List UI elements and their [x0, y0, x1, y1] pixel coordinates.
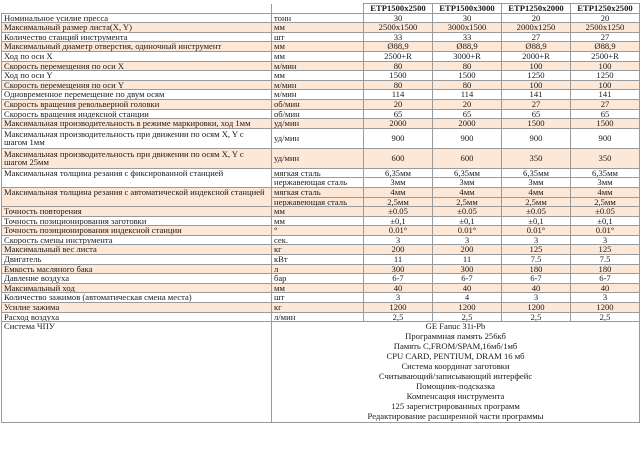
row-material: мягкая сталь — [272, 168, 364, 178]
row-value: 125 — [502, 245, 571, 255]
row-name: Скорость вращения индексной станции — [2, 109, 272, 119]
row-value: 2000 — [433, 119, 502, 129]
row-value: ±0,1 — [433, 216, 502, 226]
row-name: Максимальный ход — [2, 283, 272, 293]
row-value: 3000+R — [433, 51, 502, 61]
row-value: 2000x1250 — [502, 23, 571, 33]
row-value: 100 — [502, 80, 571, 90]
row-value: 3 — [433, 235, 502, 245]
row-value: 6,35мм — [502, 168, 571, 178]
row-value: 40 — [571, 283, 640, 293]
row-value: 40 — [502, 283, 571, 293]
row-name: Давление воздуха — [2, 274, 272, 284]
row-value: ±0,1 — [502, 216, 571, 226]
table-row — [2, 119, 640, 129]
table-row — [2, 216, 640, 226]
row-value: 3мм — [571, 178, 640, 188]
row-name: Двигатель — [2, 255, 272, 265]
row-value: 65 — [433, 109, 502, 119]
row-name: Количество станций инструмента — [2, 32, 272, 42]
row-unit: мм — [272, 51, 364, 61]
table-row — [2, 283, 640, 293]
row-value: 20 — [502, 13, 571, 23]
row-value: 80 — [433, 80, 502, 90]
table-row — [2, 187, 640, 197]
row-value: 27 — [502, 32, 571, 42]
row-value: 2,5мм — [571, 197, 640, 207]
row-value: 180 — [502, 264, 571, 274]
row-name: Максимальная производительность при движении по осям X, Y с шагом 25мм — [2, 148, 272, 168]
row-value: 1200 — [502, 303, 571, 313]
row-unit: м/мин — [272, 80, 364, 90]
row-value: 600 — [433, 148, 502, 168]
column-header: ETP1250x2500 — [571, 4, 640, 14]
row-name: Точность позиционирования заготовки — [2, 216, 272, 226]
row-value: 2,5 — [502, 312, 571, 322]
row-value: 6,35мм — [433, 168, 502, 178]
table-row — [2, 99, 640, 109]
row-value: 3 — [364, 293, 433, 303]
row-value: 65 — [502, 109, 571, 119]
table-row — [2, 245, 640, 255]
row-unit: уд/мин — [272, 128, 364, 148]
row-value: 900 — [364, 128, 433, 148]
row-value: 4мм — [433, 187, 502, 197]
cnc-feature-line: 125 зарегистрированных программ — [391, 401, 520, 412]
table-row — [2, 312, 640, 322]
row-name: Точность повторения — [2, 207, 272, 217]
row-name: Максимальный вес листа — [2, 245, 272, 255]
row-name: Скорость перемещения по оси Y — [2, 80, 272, 90]
header-row — [2, 4, 640, 14]
row-value: 27 — [502, 99, 571, 109]
row-value: 3 — [502, 293, 571, 303]
row-value: 40 — [364, 283, 433, 293]
row-value: 80 — [364, 80, 433, 90]
row-value: 141 — [571, 90, 640, 100]
row-name: Количество зажимов (автоматическая смена места) — [2, 293, 272, 303]
row-value: 180 — [571, 264, 640, 274]
row-value: 1250 — [502, 71, 571, 81]
row-material: нержавеющая сталь — [272, 197, 364, 207]
cnc-feature-line: Программная память 256кб — [405, 331, 506, 342]
row-value: 100 — [571, 80, 640, 90]
row-value: 7.5 — [571, 255, 640, 265]
row-unit: кг — [272, 303, 364, 313]
cnc-feature-line: Память C,FROM/SPAM,16мб/1мб — [393, 341, 518, 352]
row-name: Максимальный диаметр отверстия, одиночный инструмент — [2, 42, 272, 52]
table-row — [2, 264, 640, 274]
row-name: Расход воздуха — [2, 312, 272, 322]
row-name: Емкость масляного бака — [2, 264, 272, 274]
cnc-feature-line: CPU CARD, PENTIUM, DRAM 16 мб — [386, 351, 525, 362]
row-unit: шт — [272, 293, 364, 303]
row-value: 0.01° — [502, 226, 571, 236]
row-value: 3000x1500 — [433, 23, 502, 33]
column-header: ETP1500x2500 — [364, 4, 433, 14]
row-value: 2,5 — [433, 312, 502, 322]
row-value: 6-7 — [571, 274, 640, 284]
row-value: 2500+R — [571, 51, 640, 61]
row-value: ±0,1 — [571, 216, 640, 226]
row-value: 11 — [433, 255, 502, 265]
cnc-label: Система ЧПУ — [2, 322, 272, 423]
row-value: 1200 — [433, 303, 502, 313]
row-material: нержавеющая сталь — [272, 178, 364, 188]
row-value: 3мм — [502, 178, 571, 188]
row-value: 114 — [364, 90, 433, 100]
row-value: ±0.05 — [364, 207, 433, 217]
row-value: 2,5мм — [502, 197, 571, 207]
row-unit: сек. — [272, 235, 364, 245]
row-name: Максимальная толщина резания с фиксированной станцией — [2, 168, 272, 187]
row-unit: ° — [272, 226, 364, 236]
row-name: Скорость смены инструмента — [2, 235, 272, 245]
row-value: 3мм — [364, 178, 433, 188]
table-row — [2, 128, 640, 148]
row-value: Ø88,9 — [433, 42, 502, 52]
column-header: ETP1250x2000 — [502, 4, 571, 14]
header-blank-unit — [272, 4, 364, 14]
row-unit: шт — [272, 32, 364, 42]
row-unit: уд/мин — [272, 119, 364, 129]
table-row — [2, 32, 640, 42]
row-value: 6-7 — [364, 274, 433, 284]
row-value: 80 — [433, 61, 502, 71]
table-row — [2, 23, 640, 33]
row-unit: мм — [272, 207, 364, 217]
row-value: 200 — [433, 245, 502, 255]
table-row — [2, 61, 640, 71]
row-name: Ход по оси X — [2, 51, 272, 61]
row-value: 20 — [571, 13, 640, 23]
row-value: 2500x1500 — [364, 23, 433, 33]
table-row — [2, 235, 640, 245]
row-value: 900 — [571, 128, 640, 148]
row-unit: мм — [272, 71, 364, 81]
row-unit: л/мин — [272, 312, 364, 322]
row-value: 4 — [433, 293, 502, 303]
row-value: 141 — [502, 90, 571, 100]
row-value: 300 — [364, 264, 433, 274]
cnc-feature-line: Помощник-подсказка — [416, 381, 495, 392]
row-value: 7.5 — [502, 255, 571, 265]
row-value: 2000+R — [502, 51, 571, 61]
table-row — [2, 51, 640, 61]
row-value: 2000 — [364, 119, 433, 129]
row-value: 40 — [433, 283, 502, 293]
table-row — [2, 71, 640, 81]
row-value: 6,35мм — [571, 168, 640, 178]
row-value: 350 — [502, 148, 571, 168]
row-value: 1250 — [571, 71, 640, 81]
row-value: 900 — [502, 128, 571, 148]
table-row — [2, 109, 640, 119]
row-value: 3 — [502, 235, 571, 245]
row-unit: кг — [272, 245, 364, 255]
row-value: 100 — [502, 61, 571, 71]
cnc-feature-line: GE Fanuc 31i-Pb — [425, 321, 486, 332]
row-value: Ø88,9 — [571, 42, 640, 52]
row-name: Максимальная толщина резания с автоматической индексной станцией — [2, 187, 272, 206]
row-name: Номинальное усилие пресса — [2, 13, 272, 23]
row-material: мягкая сталь — [272, 187, 364, 197]
cnc-row — [2, 322, 640, 423]
row-value: ±0.05 — [433, 207, 502, 217]
row-value: 1200 — [364, 303, 433, 313]
row-value: 2500+R — [364, 51, 433, 61]
row-value: 2,5 — [571, 312, 640, 322]
row-value: 0.01° — [433, 226, 502, 236]
row-value: 100 — [571, 61, 640, 71]
row-value: 6,35мм — [364, 168, 433, 178]
cnc-feature-line: Считывающий/записывающий интерфейс — [378, 371, 533, 382]
row-value: 20 — [364, 99, 433, 109]
column-header: ETP1500x3000 — [433, 4, 502, 14]
row-value: 200 — [364, 245, 433, 255]
row-unit: мм — [272, 42, 364, 52]
row-unit: тонн — [272, 13, 364, 23]
cnc-features — [272, 322, 640, 423]
row-value: 3 — [571, 293, 640, 303]
row-value: 1500 — [433, 71, 502, 81]
row-unit: мм — [272, 23, 364, 33]
row-unit: бар — [272, 274, 364, 284]
row-value: 6-7 — [502, 274, 571, 284]
row-value: 300 — [433, 264, 502, 274]
row-value: 30 — [364, 13, 433, 23]
row-value: 6-7 — [433, 274, 502, 284]
row-name: Одновременное перемещение по двум осям — [2, 90, 272, 100]
row-unit: м/мин — [272, 61, 364, 71]
table-row — [2, 255, 640, 265]
row-value: 65 — [364, 109, 433, 119]
table-row — [2, 168, 640, 178]
cnc-feature-line: Компенсация инструмента — [406, 391, 505, 402]
row-value: 4мм — [502, 187, 571, 197]
row-unit: об/мин — [272, 109, 364, 119]
row-unit: м/мин — [272, 90, 364, 100]
row-value: 27 — [571, 32, 640, 42]
row-value: 125 — [571, 245, 640, 255]
table-row — [2, 90, 640, 100]
cnc-feature-line: Система координат заготовки — [401, 361, 510, 372]
row-name: Скорость перемещения по оси X — [2, 61, 272, 71]
row-value: 2,5мм — [364, 197, 433, 207]
row-value: 2500x1250 — [571, 23, 640, 33]
row-value: 114 — [433, 90, 502, 100]
row-value: 33 — [433, 32, 502, 42]
row-name: Усилие зажима — [2, 303, 272, 313]
row-value: Ø88,9 — [364, 42, 433, 52]
row-value: 65 — [571, 109, 640, 119]
row-value: 3мм — [433, 178, 502, 188]
row-value: 27 — [571, 99, 640, 109]
row-value: 4мм — [571, 187, 640, 197]
row-value: 1200 — [571, 303, 640, 313]
row-value: 350 — [571, 148, 640, 168]
row-value: ±0.05 — [502, 207, 571, 217]
row-value: 20 — [433, 99, 502, 109]
table-row — [2, 207, 640, 217]
row-value: Ø88,9 — [502, 42, 571, 52]
spec-body — [2, 13, 640, 423]
row-value: 1500 — [502, 119, 571, 129]
cnc-feature-line: Редактирование расширенной части программы — [367, 411, 544, 422]
row-value: 3 — [364, 235, 433, 245]
table-row — [2, 303, 640, 313]
row-value: 0.01° — [364, 226, 433, 236]
row-value: 33 — [364, 32, 433, 42]
table-row — [2, 42, 640, 52]
row-value: ±0.05 — [571, 207, 640, 217]
row-value: 4мм — [364, 187, 433, 197]
row-value: 30 — [433, 13, 502, 23]
row-name: Точность позиционирования индексной станции — [2, 226, 272, 236]
table-row — [2, 80, 640, 90]
table-row — [2, 148, 640, 168]
row-value: 11 — [364, 255, 433, 265]
row-value: 0.01° — [571, 226, 640, 236]
spec-table — [1, 3, 640, 423]
row-name: Максимальный размер листа(X, Y) — [2, 23, 272, 33]
row-unit: уд/мин — [272, 148, 364, 168]
row-name: Скорость вращения револьверной головки — [2, 99, 272, 109]
row-value: ±0,1 — [364, 216, 433, 226]
row-name: Максимальная производительность в режиме маркировки, ход 1мм — [2, 119, 272, 129]
table-row — [2, 293, 640, 303]
row-value: 3 — [571, 235, 640, 245]
row-name: Максимальная производительность при движении по осям X, Y с шагом 1мм — [2, 128, 272, 148]
row-value: 600 — [364, 148, 433, 168]
row-value: 1500 — [571, 119, 640, 129]
row-unit: об/мин — [272, 99, 364, 109]
table-row — [2, 226, 640, 236]
row-unit: л — [272, 264, 364, 274]
header-blank — [2, 4, 272, 14]
row-value: 2,5мм — [433, 197, 502, 207]
row-value: 900 — [433, 128, 502, 148]
table-row — [2, 13, 640, 23]
row-name: Ход по оси Y — [2, 71, 272, 81]
row-unit: кВт — [272, 255, 364, 265]
row-value: 2,5 — [364, 312, 433, 322]
row-unit: мм — [272, 216, 364, 226]
row-value: 1500 — [364, 71, 433, 81]
row-value: 80 — [364, 61, 433, 71]
table-row — [2, 274, 640, 284]
row-unit: мм — [272, 283, 364, 293]
